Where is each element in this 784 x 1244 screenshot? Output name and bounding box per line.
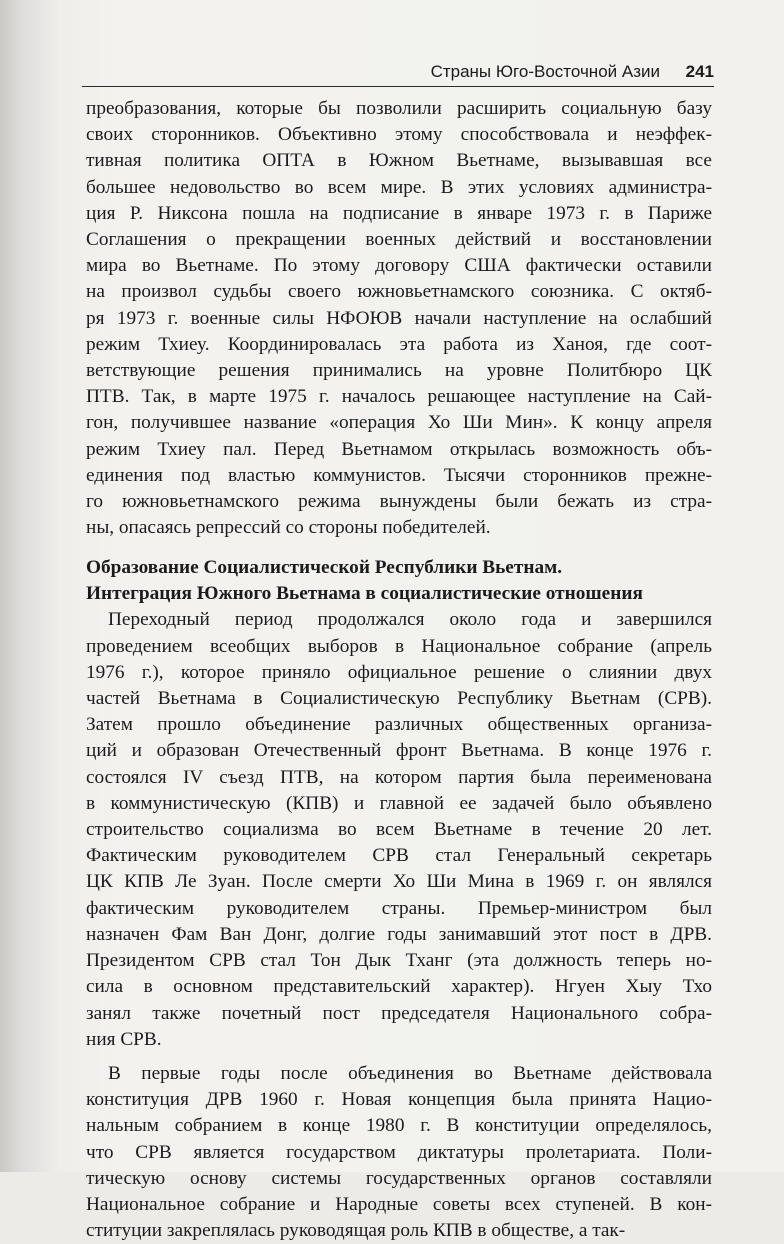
text-line: на произвол судьбы своего южновьетнамского союзника. С октяб- — [86, 281, 712, 303]
text-line: Затем прошло объединение различных общественных организа- — [86, 714, 712, 736]
text-line: проведением всеобщих выборов в Национальное собрание (апрель — [86, 635, 712, 657]
text-line: Фактическим руководителем СРВ стал Генеральный секретарь — [86, 845, 712, 867]
text-line: Президентом СРВ стал Тон Дык Тханг (эта должность теперь но- — [86, 950, 712, 972]
text-line: своих сторонников. Объективно этому способствовала и неэффек- — [86, 124, 712, 146]
text-line: сила в основном представительский характер). Нгуен Хыу Тхо — [86, 976, 712, 998]
text-line: Интеграция Южного Вьетнама в социалистические отношения — [86, 583, 643, 605]
text-line: что СРВ является государством диктатуры пролетариата. Поли- — [86, 1141, 712, 1163]
text-line: мира во Вьетнаме. По этому договору США фактически оставили — [86, 255, 712, 277]
text-line: го южновьетнамского режима вынуждены были бежать из стра- — [86, 491, 712, 513]
text-line: ветствующие решения принимались на уровне Политбюро ЦК — [86, 360, 712, 382]
paragraph-continuation — [86, 96, 712, 541]
text-line: В первые годы после объединения во Вьетнаме действовала — [108, 1062, 712, 1084]
text-line: 1976 г.), которое приняло официальное решение о слиянии двух — [86, 661, 712, 683]
text-line: ния СРВ. — [86, 1028, 162, 1050]
text-line: ция Р. Никсона пошла на подписание в январе 1973 г. в Париже — [86, 202, 712, 224]
section-title: Страны Юго-Восточной Азии — [430, 62, 660, 81]
text-line: Образование Социалистической Республики Вьетнам. — [86, 557, 563, 579]
text-line: в коммунистическую (КПВ) и главной ее задачей было объявлено — [86, 792, 712, 814]
text-line: конституция ДРВ 1960 г. Новая концепция была принята Нацио- — [86, 1089, 712, 1111]
text-line: гон, получившее название «операция Хо Ши Мин». К концу апреля — [86, 412, 712, 434]
text-line: фактическим руководителем страны. Премьер-министром был — [86, 897, 712, 919]
running-header — [82, 58, 714, 87]
text-line: ны, опасаясь репрессий со стороны победителей. — [86, 517, 491, 539]
text-line: нальным собранием в конце 1980 г. В конституции определялось, — [86, 1115, 712, 1137]
text-line: частей Вьетнама в Социалистическую Республику Вьетнам (СРВ). — [86, 688, 712, 710]
text-line: единения под властью коммунистов. Тысячи сторонников прежне- — [86, 464, 712, 486]
page-body — [86, 96, 712, 1244]
text-line: строительство социализма во всем Вьетнаме в течение 20 лет. — [86, 819, 712, 841]
text-line: тическую основу системы государственных органов составляли — [86, 1167, 712, 1189]
text-line: режим Тхиеу пал. Перед Вьетнамом открылась возможность объ- — [86, 438, 712, 460]
text-line: Соглашения о прекращении военных действий и восстановлении — [86, 229, 712, 251]
text-line: ЦК КПВ Ле Зуан. После смерти Хо Ши Мина в 1969 г. он являлся — [86, 871, 712, 893]
text-line: тивная политика ОПТА в Южном Вьетнаме, вызывавшая все — [86, 150, 712, 172]
page-number: 241 — [685, 62, 714, 81]
text-line: преобразования, которые бы позволили расширить социальную базу — [86, 98, 712, 119]
text-line: большее недовольство во всем мире. В этих условиях администра- — [86, 176, 712, 198]
text-line: занял также почетный пост председателя Национального собра- — [86, 1002, 712, 1024]
paragraph-constitution — [86, 1061, 712, 1244]
text-line: ституции закреплялась руководящая роль КПВ в обществе, а так- — [86, 1220, 626, 1242]
text-line: режим Тхиеу. Координировалась эта работа из Ханоя, где соот- — [86, 333, 712, 355]
text-line: ря 1973 г. военные силы НФОЮВ начали наступление на ослабший — [86, 307, 712, 329]
text-line: Национальное собрание и Народные советы всех ступеней. В кон- — [86, 1193, 712, 1215]
text-line: Переходный период продолжался около года и завершился — [108, 609, 712, 631]
paragraph-transition-period — [86, 607, 712, 1052]
text-line: ций и образован Отечественный фронт Вьетнама. В конце 1976 г. — [86, 740, 712, 762]
section-heading — [86, 555, 712, 607]
text-line: назначен Фам Ван Донг, долгие годы занимавший этот пост в ДРВ. — [86, 923, 712, 945]
text-line: ПТВ. Так, в марте 1975 г. началось решающее наступление на Сай- — [86, 386, 712, 408]
text-line: состоялся IV съезд ПТВ, на котором партия была переименована — [86, 766, 712, 788]
